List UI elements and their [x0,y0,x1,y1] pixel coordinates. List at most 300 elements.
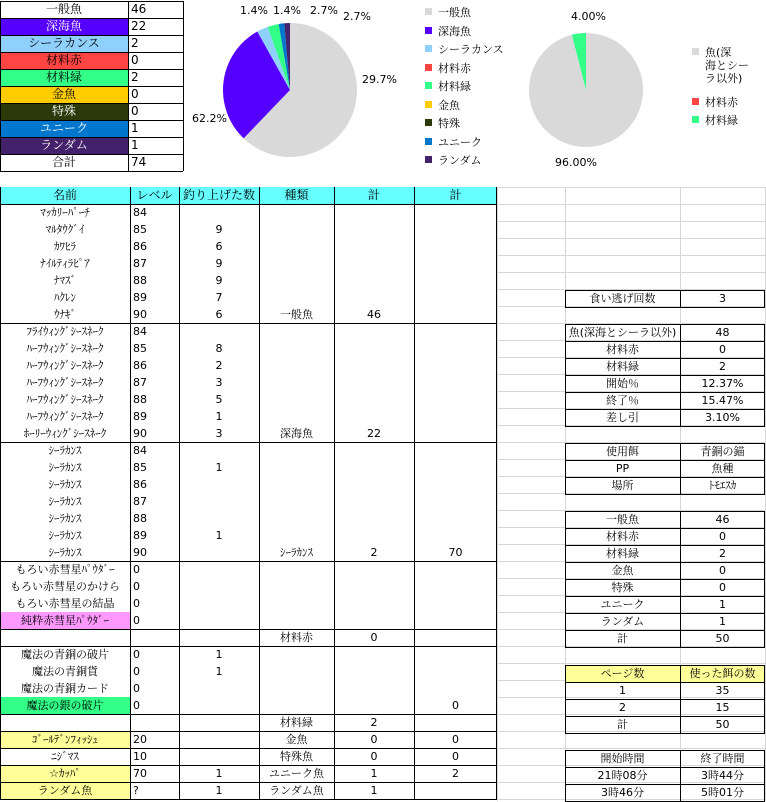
table-cell-t2[interactable] [414,714,497,731]
table-cell-t1[interactable] [334,663,414,680]
summary-value[interactable]: 22 [131,19,147,33]
table-cell-count[interactable]: 3 [215,427,223,440]
table-cell-level[interactable]: 85 [133,223,147,236]
table-cell-t1[interactable] [334,391,414,408]
table-cell-t1[interactable] [334,374,414,391]
table-cell-name[interactable]: もろい赤彗星のかけら [10,580,120,593]
table-cell-type[interactable] [259,459,334,476]
table-cell-count[interactable] [179,629,259,646]
panel-header[interactable]: ページ数 [565,665,680,682]
table-cell-name[interactable]: ｳﾅｷﾞ [54,308,76,321]
table-cell-name[interactable]: ﾆｼﾞﾏｽ [51,750,79,763]
table-cell-t1[interactable] [334,289,414,306]
table-cell-t1[interactable] [334,697,414,714]
table-cell-name[interactable] [0,629,130,646]
table-cell-name[interactable]: ﾅｲﾙﾃｨﾗﾋﾟｱ [40,257,90,270]
table-cell-level[interactable]: 87 [133,257,147,270]
table-cell-t2[interactable] [414,510,497,527]
table-cell-name[interactable]: ﾊｰﾌｳｨﾝｸﾞｼｰｽﾈｰｸ [26,376,104,389]
table-cell-t2[interactable]: 0 [452,699,459,712]
table-cell-level[interactable]: 87 [133,495,147,508]
panel-label[interactable]: 場所 [611,479,634,492]
table-cell-level[interactable]: 90 [133,308,147,321]
table-cell-t2[interactable] [414,476,497,493]
pie-data-label: 4.00% [571,10,606,23]
table-cell-count[interactable] [179,442,259,459]
table-cell-count[interactable] [179,680,259,697]
table-cell-t1[interactable]: 0 [370,750,378,763]
table-cell-level[interactable]: 88 [133,512,147,525]
table-cell-t1[interactable] [334,510,414,527]
summary-label[interactable]: 深海魚 [0,18,128,35]
table-cell-count[interactable] [179,476,259,493]
table-cell-t2[interactable]: 0 [452,750,459,763]
table-cell-t1[interactable] [334,646,414,663]
panel-value[interactable]: 青銅の錨 [700,445,745,458]
table-cell-t2[interactable] [414,408,497,425]
table-cell-t2[interactable] [414,578,497,595]
panel-value[interactable]: 0 [719,564,726,577]
table-cell-level[interactable] [130,629,179,646]
summary-label[interactable]: ユニーク [0,120,128,137]
summary-value[interactable]: 1 [131,138,139,152]
table-cell-t1[interactable] [334,561,414,578]
table-cell-level[interactable]: 88 [133,274,147,287]
table-cell-type[interactable] [259,408,334,425]
legend-entry [425,6,471,19]
panel-label[interactable]: 一般魚 [606,513,639,526]
panel-label[interactable]: PP [615,462,630,475]
table-cell-level[interactable]: 89 [133,529,147,542]
table-cell-t2[interactable] [414,646,497,663]
table-cell-t2[interactable] [414,357,497,374]
table-cell-name[interactable]: ﾎｰﾘｰｳｨﾝｸﾞｼｰｽﾈｰｸ [23,427,107,440]
table-cell-type[interactable] [259,578,334,595]
table-cell-type[interactable]: 材料緑 [280,716,313,729]
panel-label[interactable]: 差し引 [606,411,639,424]
table-cell-t1[interactable]: 22 [367,427,381,440]
table-cell-type[interactable]: 深海魚 [280,427,313,440]
table-cell-level[interactable]: 86 [133,240,147,253]
table-cell-name[interactable]: ﾏﾙﾀｳｸﾞｲ [45,223,85,236]
table-cell-t2[interactable] [414,442,497,459]
column-header[interactable]: レベル [130,187,179,204]
table-cell-level[interactable]: 84 [133,325,147,338]
summary-value[interactable]: 0 [131,104,139,118]
table-cell-t2[interactable] [414,238,497,255]
panel-cell[interactable]: 2 [619,701,626,714]
panel-header[interactable]: 終了時間 [700,752,745,765]
table-cell-name[interactable]: ﾊｰﾌｳｨﾝｸﾞｼｰｽﾈｰｸ [26,359,104,372]
summary-label[interactable]: 材料緑 [0,69,128,86]
table-cell-t1[interactable]: 0 [370,631,378,644]
table-cell-type[interactable] [259,527,334,544]
table-cell-level[interactable]: 20 [133,733,147,746]
column-header[interactable]: 釣り上げた数 [179,187,259,204]
legend-entry [425,136,482,149]
table-cell-level[interactable]: 90 [133,546,147,559]
table-cell-count[interactable]: 9 [215,257,223,270]
column-header[interactable]: 計 [334,187,414,204]
panel-label[interactable]: ランダム [600,615,645,628]
table-cell-t1[interactable] [334,680,414,697]
table-cell-type[interactable]: 材料赤 [280,631,313,644]
table-cell-t2[interactable]: 0 [452,733,459,746]
table-cell-t2[interactable]: 2 [452,767,459,780]
summary-label[interactable]: 金魚 [0,86,128,103]
table-cell-count[interactable] [179,595,259,612]
table-cell-type[interactable] [259,255,334,272]
table-cell-t2[interactable] [414,272,497,289]
panel-value[interactable]: 48 [715,326,730,339]
table-cell-name[interactable]: ﾏｯｶﾘｰﾊﾟｰﾁ [40,206,90,219]
table-cell-type[interactable] [259,391,334,408]
summary-value[interactable]: 1 [131,121,139,135]
panel-value[interactable]: 2 [719,547,726,560]
table-cell-t2[interactable] [414,459,497,476]
panel-label[interactable]: ユニーク [600,598,645,611]
table-cell-name[interactable]: ﾅﾏｽﾞ [54,274,76,287]
panel-value[interactable]: 0 [719,343,726,356]
table-cell-t2[interactable] [414,663,497,680]
table-cell-name[interactable]: ｼｰﾗｶﾝｽ [48,478,82,491]
summary-value[interactable]: 0 [131,53,139,67]
table-cell-level[interactable]: 0 [133,597,140,610]
panel-value[interactable]: 46 [715,513,730,526]
panel-label[interactable]: 食い逃げ回数 [589,292,656,305]
table-cell-type[interactable]: 特殊魚 [280,750,313,763]
table-cell-type[interactable] [259,357,334,374]
summary-value[interactable]: 74 [131,155,147,169]
table-cell-name[interactable]: ﾊｰﾌｳｨﾝｸﾞｼｰｽﾈｰｸ [26,393,104,406]
summary-label[interactable]: 合計 [0,154,128,171]
table-cell-count[interactable]: 2 [215,359,223,372]
table-cell-type[interactable] [259,289,334,306]
summary-label[interactable]: 材料赤 [0,52,128,69]
table-cell-type[interactable] [259,697,334,714]
legend-swatch [692,98,699,105]
table-cell-count[interactable]: 3 [215,376,223,389]
table-cell-level[interactable]: 0 [133,665,140,678]
table-cell-type[interactable] [259,476,334,493]
gridline [565,443,566,494]
table-cell-t1[interactable] [334,442,414,459]
table-cell-level[interactable]: 88 [133,393,147,406]
table-cell-count[interactable]: 1 [215,665,223,678]
table-cell-level[interactable]: 86 [133,359,147,372]
table-cell-name[interactable]: ｼｰﾗｶﾝｽ [48,512,82,525]
summary-label[interactable]: ランダム [0,137,128,154]
table-cell-t2[interactable] [414,680,497,697]
table-cell-t1[interactable] [334,221,414,238]
table-cell-name[interactable]: ｺﾞｰﾙﾃﾞﾝﾌｨｯｼｭ [0,731,130,748]
panel-cell[interactable]: 50 [715,718,730,731]
panel-cell[interactable]: 3時44分 [701,769,744,782]
gridline [565,290,566,307]
panel-cell[interactable]: 3時46分 [601,786,644,799]
table-cell-t2[interactable] [414,306,497,323]
table-cell-name[interactable]: ｶﾜﾋﾗ [54,240,76,253]
table-cell-count[interactable] [179,697,259,714]
panel-value[interactable]: 12.37% [701,377,744,390]
summary-label[interactable]: 特殊 [0,103,128,120]
table-cell-name[interactable]: ｼｰﾗｶﾝｽ [48,461,82,474]
table-cell-type[interactable] [259,374,334,391]
table-cell-count[interactable] [179,493,259,510]
table-cell-level[interactable]: 0 [133,648,140,661]
table-cell-t1[interactable] [334,340,414,357]
panel-value[interactable]: ﾄﾓｴｽｶ [708,479,737,492]
table-cell-type[interactable]: ランダム魚 [269,784,324,797]
table-cell-count[interactable] [179,612,259,629]
table-cell-t1[interactable] [334,476,414,493]
table-cell-count[interactable] [179,748,259,765]
column-header[interactable]: 計 [414,187,497,204]
column-header[interactable]: 種類 [259,187,334,204]
table-cell-count[interactable]: 5 [215,393,223,406]
panel-label[interactable]: 特殊 [611,581,634,594]
table-cell-type[interactable]: 金魚 [285,733,308,746]
table-cell-name[interactable]: ﾊｸﾚﾝ [54,291,76,304]
table-cell-name[interactable]: 魔法の青銅カード [21,682,109,695]
panel-cell[interactable]: 1 [619,684,626,697]
table-cell-t1[interactable]: 1 [370,784,378,797]
table-cell-count[interactable]: 1 [215,784,223,797]
table-cell-t2[interactable] [414,425,497,442]
table-cell-level[interactable]: 70 [133,767,147,780]
table-cell-t1[interactable]: 2 [370,546,378,559]
table-cell-t1[interactable] [334,408,414,425]
table-cell-name[interactable]: 魔法の青銅貨 [32,665,98,678]
table-cell-name[interactable]: ﾊｰﾌｳｨﾝｸﾞｼｰｽﾈｰｸ [26,410,104,423]
table-cell-count[interactable] [179,731,259,748]
table-cell-count[interactable]: 6 [215,240,223,253]
table-cell-t2[interactable] [414,204,497,221]
table-cell-count[interactable]: 1 [215,648,223,661]
gridline [497,187,766,188]
table-cell-name[interactable]: ｼｰﾗｶﾝｽ [48,444,82,457]
table-cell-type[interactable] [259,493,334,510]
table-cell-t2[interactable] [414,612,497,629]
table-cell-t2[interactable] [414,782,497,799]
panel-header[interactable]: 使った餌の数 [680,665,765,682]
table-cell-name[interactable]: ｼｰﾗｶﾝｽ [48,546,82,559]
table-cell-type[interactable] [259,272,334,289]
pie-data-label: 96.00% [555,156,597,169]
summary-value[interactable]: 46 [131,2,147,16]
table-cell-level[interactable]: ? [133,784,139,797]
table-cell-t2[interactable] [414,629,497,646]
table-cell-name[interactable]: 純粋赤彗星ﾊﾟｳﾀﾞｰ [0,612,130,629]
table-cell-t1[interactable] [334,255,414,272]
panel-label[interactable]: 計 [617,632,628,645]
table-cell-count[interactable] [179,714,259,731]
table-cell-count[interactable]: 7 [215,291,223,304]
table-cell-t2[interactable] [414,221,497,238]
table-cell-type[interactable] [259,323,334,340]
table-cell-name[interactable]: ｼｰﾗｶﾝｽ [48,529,82,542]
panel-label[interactable]: 材料赤 [606,343,639,356]
panel-cell[interactable]: 5時01分 [701,786,744,799]
table-cell-count[interactable]: 1 [215,410,223,423]
panel-cell[interactable]: 15 [715,701,730,714]
table-cell-name[interactable]: ☆ｶｯﾊﾟ [0,765,130,782]
panel-value[interactable]: 15.47% [701,394,744,407]
panel-value[interactable]: 0 [719,581,726,594]
table-cell-level[interactable]: 85 [133,461,147,474]
table-cell-t2[interactable] [414,374,497,391]
table-cell-type[interactable] [259,646,334,663]
table-cell-t1[interactable]: 2 [370,716,378,729]
table-cell-count[interactable] [179,204,259,221]
table-cell-t1[interactable] [334,493,414,510]
gridline [414,187,415,799]
panel-value[interactable]: 魚種 [711,462,734,475]
table-cell-t1[interactable] [334,272,414,289]
table-cell-type[interactable] [259,680,334,697]
panel-value[interactable]: 3.10% [705,411,740,424]
table-cell-name[interactable]: もろい赤彗星ﾊﾟｳﾀﾞｰ [15,563,115,576]
table-cell-name[interactable]: 魔法の銀の破片 [0,697,130,714]
summary-value[interactable]: 0 [131,87,139,101]
table-cell-type[interactable] [259,663,334,680]
table-cell-level[interactable]: 89 [133,410,147,423]
table-cell-type[interactable]: 一般魚 [280,308,313,321]
table-cell-level[interactable] [130,714,179,731]
table-cell-t2[interactable] [414,595,497,612]
summary-label[interactable]: シーラカンス [0,35,128,52]
table-cell-count[interactable]: 6 [215,308,223,321]
table-cell-type[interactable] [259,442,334,459]
panel-cell[interactable]: 35 [715,684,730,697]
panel-label[interactable]: 材料赤 [606,530,639,543]
table-cell-level[interactable]: 87 [133,376,147,389]
summary-value[interactable]: 2 [131,36,139,50]
table-cell-type[interactable] [259,510,334,527]
table-cell-type[interactable] [259,561,334,578]
table-cell-name[interactable]: ランダム魚 [0,782,130,799]
table-cell-name[interactable]: もろい赤彗星の結晶 [15,597,115,610]
table-cell-t1[interactable]: 0 [370,733,378,746]
table-cell-count[interactable] [179,323,259,340]
table-cell-count[interactable]: 9 [215,223,223,236]
table-cell-count[interactable] [179,561,259,578]
table-cell-name[interactable]: ﾌﾗｲｳｨﾝｸﾞｼｰｽﾈｰｸ [26,325,104,338]
table-cell-level[interactable]: 84 [133,206,147,219]
panel-header[interactable]: 開始時間 [600,752,645,765]
gridline [565,409,765,410]
panel-label[interactable]: 使用餌 [606,445,639,458]
panel-label[interactable]: 魚(深海とシーラ以外) [568,326,677,339]
table-cell-level[interactable]: 86 [133,478,147,491]
table-cell-t2[interactable]: 70 [448,546,463,559]
panel-value[interactable]: 3 [719,292,726,305]
gridline [0,561,497,562]
gridline [764,511,765,647]
table-cell-name[interactable]: 魔法の青銅の破片 [21,648,109,661]
table-cell-t1[interactable] [334,204,414,221]
table-cell-t1[interactable] [334,357,414,374]
table-cell-count[interactable]: 1 [215,767,223,780]
table-cell-t1[interactable] [334,527,414,544]
table-cell-level[interactable]: 89 [133,291,147,304]
panel-value[interactable]: 1 [719,615,726,628]
table-cell-type[interactable] [259,612,334,629]
table-cell-name[interactable]: ﾊｰﾌｳｨﾝｸﾞｼｰｽﾈｰｸ [26,342,104,355]
panel-value[interactable]: 2 [719,360,726,373]
panel-label[interactable]: 終了％ [606,394,639,407]
table-cell-type[interactable] [259,595,334,612]
table-cell-count[interactable]: 1 [215,461,223,474]
table-cell-t2[interactable] [414,289,497,306]
table-cell-level[interactable]: 90 [133,427,147,440]
table-cell-t2[interactable] [414,527,497,544]
table-cell-count[interactable]: 8 [215,342,223,355]
table-cell-t2[interactable] [414,340,497,357]
table-cell-count[interactable]: 9 [215,274,223,287]
table-cell-t1[interactable] [334,238,414,255]
legend-swatch [425,119,432,126]
table-cell-t2[interactable] [414,255,497,272]
table-cell-count[interactable] [179,510,259,527]
table-cell-t1[interactable]: 1 [370,767,378,780]
table-cell-t2[interactable] [414,323,497,340]
table-cell-type[interactable] [259,238,334,255]
summary-label[interactable]: 一般魚 [0,1,128,18]
table-cell-type[interactable]: ユニーク魚 [269,767,324,780]
table-cell-name[interactable]: ｼｰﾗｶﾝｽ [48,495,82,508]
table-cell-level[interactable]: 0 [133,563,140,576]
table-cell-level[interactable]: 0 [133,614,140,627]
table-cell-t1[interactable] [334,595,414,612]
table-cell-count[interactable]: 1 [215,529,223,542]
panel-value[interactable]: 50 [715,632,730,645]
table-cell-t1[interactable] [334,323,414,340]
table-cell-type[interactable] [259,204,334,221]
table-cell-level[interactable]: 0 [133,682,140,695]
panel-label[interactable]: 材料緑 [606,547,639,560]
table-cell-level[interactable]: 10 [133,750,147,763]
panel-label[interactable]: 開始％ [606,377,639,390]
table-cell-level[interactable]: 0 [133,699,140,712]
table-cell-t2[interactable] [414,493,497,510]
table-cell-type[interactable]: ｼｰﾗｶﾝｽ [280,546,313,559]
table-cell-t2[interactable] [414,391,497,408]
legend-line [692,96,738,109]
summary-value[interactable]: 2 [131,70,139,84]
table-cell-level[interactable]: 84 [133,444,147,457]
panel-cell[interactable]: 計 [617,718,628,731]
column-header[interactable]: 名前 [0,187,130,204]
panel-label[interactable]: 材料緑 [606,360,639,373]
panel-label[interactable]: 金魚 [611,564,634,577]
table-cell-count[interactable] [179,578,259,595]
panel-value[interactable]: 0 [719,530,726,543]
table-cell-t1[interactable] [334,459,414,476]
table-cell-count[interactable] [179,544,259,561]
table-cell-t1[interactable] [334,578,414,595]
table-cell-name[interactable] [0,714,130,731]
table-cell-type[interactable] [259,221,334,238]
panel-value[interactable]: 1 [719,598,726,611]
table-cell-level[interactable]: 0 [133,580,140,593]
panel-cell[interactable]: 21時08分 [597,769,648,782]
table-cell-type[interactable] [259,340,334,357]
table-cell-t1[interactable] [334,612,414,629]
table-cell-t2[interactable] [414,561,497,578]
table-cell-t1[interactable]: 46 [367,308,381,321]
table-cell-level[interactable]: 85 [133,342,147,355]
